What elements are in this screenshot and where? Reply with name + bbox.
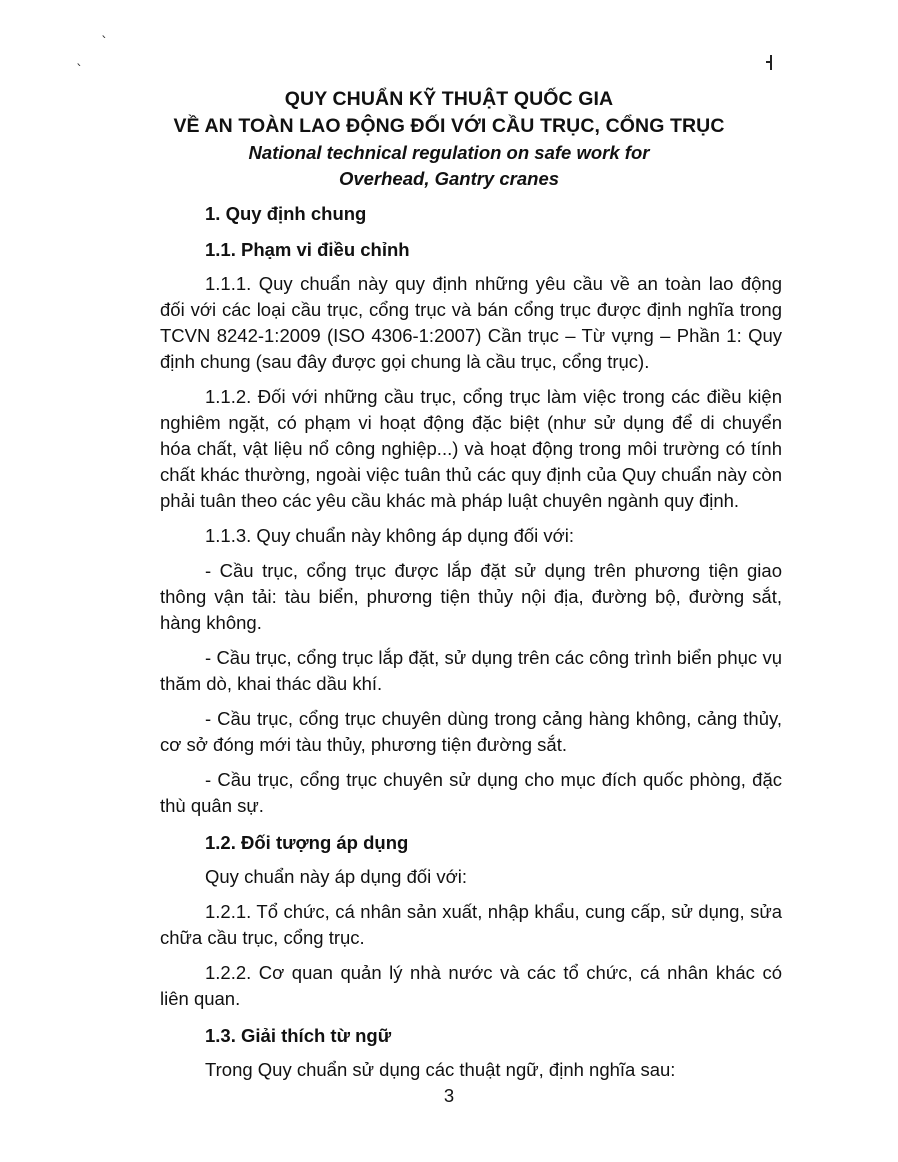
document-header: [0, 86, 898, 192]
paragraph-1-1-1: 1.1.1. Quy chuẩn này quy định những yêu cầu về an toàn lao động đối với các loại cầu trục, cổng trục và bán cổng trục được định nghĩa trong TCVN 8242-1:2009 (ISO 4306-1:2007) Cần trục – Từ vựng – Phần 1: Quy định chung (sau đây được gọi chung là cầu trục, cổng trục).: [160, 273, 782, 372]
page-number: 3: [443, 1085, 455, 1106]
paragraph-1-1-3: 1.1.3. Quy chuẩn này không áp dụng đối với:: [205, 525, 575, 546]
paragraph-1-3-intro: Trong Quy chuẩn sử dụng các thuật ngữ, định nghĩa sau:: [205, 1059, 676, 1080]
bullet-item-3: - Cầu trục, cổng trục chuyên dùng trong cảng hàng không, cảng thủy, cơ sở đóng mới tàu thủy, phương tiện đường sắt.: [160, 708, 782, 755]
section-heading-1-3: 1.3. Giải thích từ ngữ: [205, 1025, 392, 1046]
paragraph-1-1-2: 1.1.2. Đối với những cầu trục, cổng trục làm việc trong các điều kiện nghiêm ngặt, có phạm vi hoạt động đặc biệt (như sử dụng để di chuyển hóa chất, vật liệu nổ công nghiệp...) và hoạt động trong môi trường có tính chất khác thường, ngoài việc tuân thủ các quy định của Quy chuẩn này còn phải tuân theo các yêu cầu khác mà pháp luật chuyên ngành quy định.: [160, 386, 782, 511]
paragraph-1-2-1: 1.2.1. Tổ chức, cá nhân sản xuất, nhập khẩu, cung cấp, sử dụng, sửa chữa cầu trục, cổng trục.: [160, 901, 782, 948]
section-heading-1: 1. Quy định chung: [205, 203, 367, 224]
title-line-2: VỀ AN TOÀN LAO ĐỘNG ĐỐI VỚI CẦU TRỤC, CỔNG TRỤC: [173, 115, 725, 137]
title-line-1: QUY CHUẨN KỸ THUẬT QUỐC GIA: [284, 88, 614, 110]
bullet-item-1: - Cầu trục, cổng trục được lắp đặt sử dụng trên phương tiện giao thông vận tải: tàu biển, phương tiện thủy nội địa, đường bộ, đường sắt, hàng không.: [160, 560, 782, 633]
scan-mark-right: [770, 55, 775, 70]
document-body: [160, 199, 782, 1092]
paragraph-1-2-2: 1.2.2. Cơ quan quản lý nhà nước và các tổ chức, cá nhân khác có liên quan.: [160, 962, 782, 1009]
scan-mark-left: ˋ: [76, 63, 83, 79]
scan-mark-top: ˋ: [101, 35, 108, 51]
subtitle-line-1: National technical regulation on safe work for: [248, 142, 650, 163]
bullet-item-2: - Cầu trục, cổng trục lắp đặt, sử dụng trên các công trình biển phục vụ thăm dò, khai thác dầu khí.: [160, 647, 782, 694]
bullet-item-4: - Cầu trục, cổng trục chuyên sử dụng cho mục đích quốc phòng, đặc thù quân sự.: [160, 769, 782, 816]
subtitle-line-2: Overhead, Gantry cranes: [338, 168, 560, 189]
section-heading-1-2: 1.2. Đối tượng áp dụng: [205, 832, 409, 853]
section-heading-1-1: 1.1. Phạm vi điều chỉnh: [205, 239, 410, 260]
paragraph-1-2-intro: Quy chuẩn này áp dụng đối với:: [205, 866, 468, 887]
